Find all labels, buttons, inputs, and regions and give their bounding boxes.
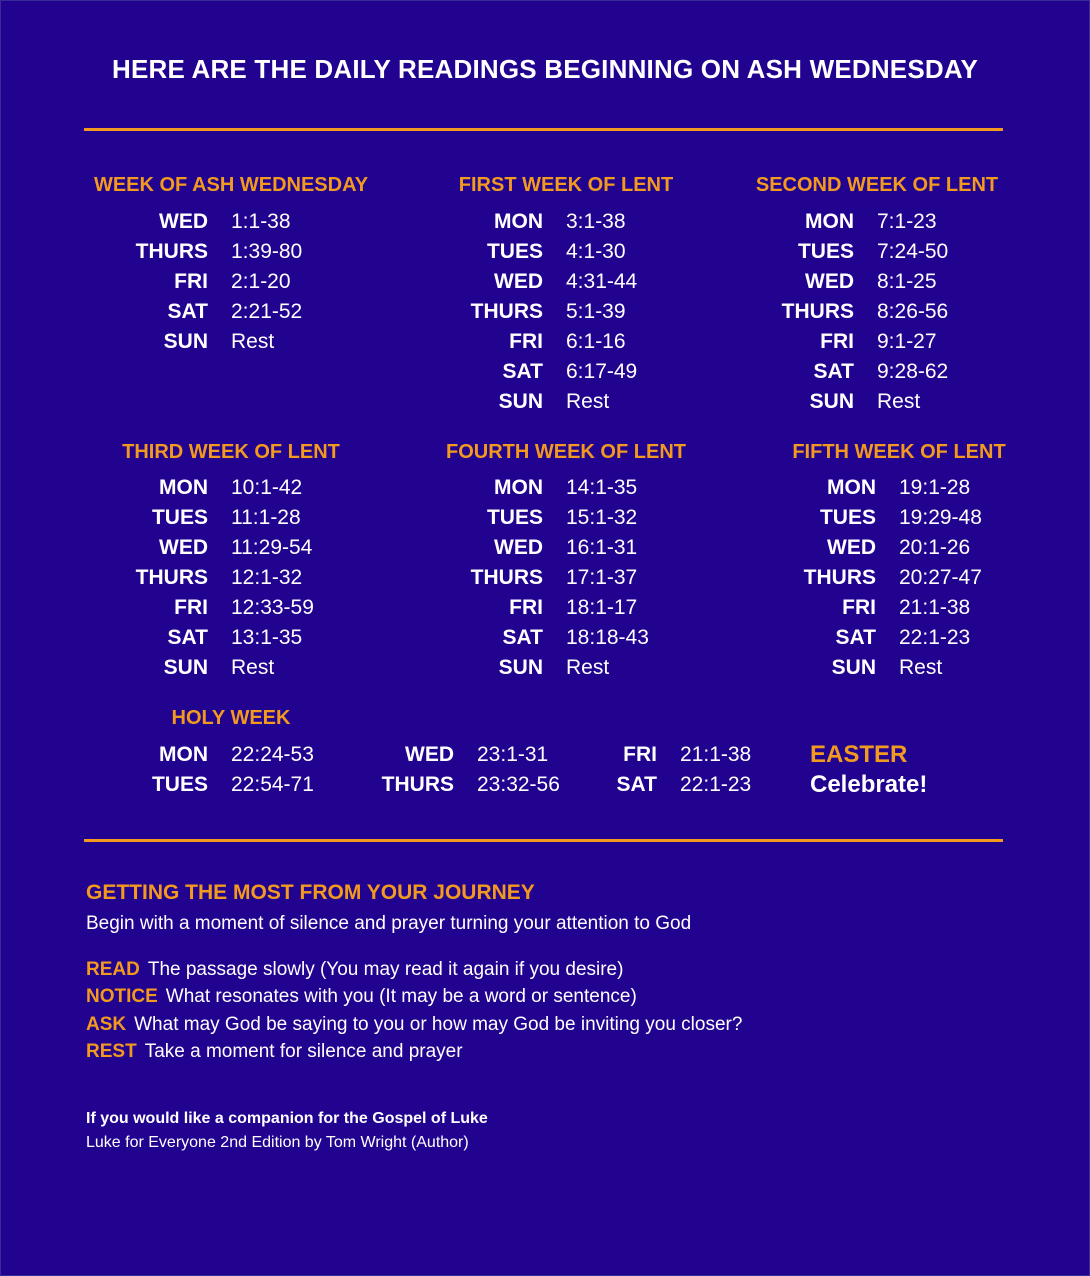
reading-reference: 5:1-39 xyxy=(566,300,626,323)
reading-day: THURS xyxy=(135,240,208,263)
page-title: HERE ARE THE DAILY READINGS BEGINNING ON ASH WEDNESDAY xyxy=(111,54,979,84)
companion-title: If you would like a companion for the Gospel of Luke xyxy=(86,1110,488,1127)
reading-reference: 20:27-47 xyxy=(899,566,982,589)
week-title: FIRST WEEK OF LENT xyxy=(458,174,674,196)
reading-reference: 1:1-38 xyxy=(231,210,291,233)
reading-day: SUN xyxy=(163,656,208,679)
reading-day: MON xyxy=(827,476,876,499)
reading-reference: 16:1-31 xyxy=(566,536,638,559)
easter-title: EASTER xyxy=(810,741,908,768)
reading-reference: Rest xyxy=(231,656,275,679)
reading-reference: 19:29-48 xyxy=(899,506,982,529)
reading-reference: 18:18-43 xyxy=(566,626,649,649)
reading-reference: 6:1-16 xyxy=(566,330,626,353)
step-text: The passage slowly (You may read it again if you desire) xyxy=(147,959,624,980)
step-rest xyxy=(86,1041,463,1063)
reading-reference: 15:1-32 xyxy=(566,506,638,529)
step-keyword: ASK xyxy=(86,1014,127,1035)
reading-day: TUES xyxy=(151,506,208,529)
journey-intro: Begin with a moment of silence and prayer turning your attention to God xyxy=(86,913,692,934)
reading-reference: 19:1-28 xyxy=(899,476,971,499)
holy-week-title: HOLY WEEK xyxy=(171,707,291,729)
reading-day: SAT xyxy=(835,626,876,649)
reading-day: TUES xyxy=(797,240,854,263)
reading-day: TUES xyxy=(486,506,543,529)
easter-subtitle: Celebrate! xyxy=(810,771,928,798)
reading-day: TUES xyxy=(151,773,208,796)
journey-title: GETTING THE MOST FROM YOUR JOURNEY xyxy=(86,881,535,904)
reading-reference: 21:1-38 xyxy=(680,743,752,766)
reading-day: FRI xyxy=(174,270,208,293)
reading-reference: 22:54-71 xyxy=(231,773,314,796)
reading-day: FRI xyxy=(174,596,208,619)
reading-day: WED xyxy=(405,743,454,766)
top-divider xyxy=(84,128,1003,131)
companion-text: Luke for Everyone 2nd Edition by Tom Wright (Author) xyxy=(86,1134,469,1151)
reading-reference: 13:1-35 xyxy=(231,626,303,649)
reading-reference: 21:1-38 xyxy=(899,596,971,619)
reading-reference: 9:1-27 xyxy=(877,330,937,353)
reading-day: TUES xyxy=(819,506,876,529)
reading-day: SUN xyxy=(809,390,854,413)
reading-day: MON xyxy=(159,476,208,499)
reading-day: WED xyxy=(827,536,876,559)
reading-reference: 7:24-50 xyxy=(877,240,949,263)
reading-day: FRI xyxy=(842,596,876,619)
reading-reference: 14:1-35 xyxy=(566,476,638,499)
reading-day: SAT xyxy=(167,626,208,649)
reading-reference: 17:1-37 xyxy=(566,566,638,589)
reading-day: FRI xyxy=(623,743,657,766)
week-title: WEEK OF ASH WEDNESDAY xyxy=(93,174,369,196)
week-title: SECOND WEEK OF LENT xyxy=(755,174,999,196)
reading-day: THURS xyxy=(803,566,876,589)
reading-reference: 12:1-32 xyxy=(231,566,303,589)
reading-row xyxy=(0,653,943,683)
reading-day: SAT xyxy=(813,360,854,383)
bottom-divider xyxy=(84,839,1003,842)
reading-day: SUN xyxy=(163,330,208,353)
reading-reference: 23:1-31 xyxy=(477,743,549,766)
reading-reference: 3:1-38 xyxy=(566,210,626,233)
step-text: Take a moment for silence and prayer xyxy=(144,1041,463,1062)
reading-reference: Rest xyxy=(566,390,610,413)
reading-reference: 11:29-54 xyxy=(231,536,313,559)
step-keyword: REST xyxy=(86,1041,137,1062)
week-title: FOURTH WEEK OF LENT xyxy=(446,441,686,463)
reading-day: THURS xyxy=(381,773,454,796)
reading-day: WED xyxy=(159,210,208,233)
reading-day: TUES xyxy=(486,240,543,263)
reading-day: MON xyxy=(494,210,543,233)
step-text: What resonates with you (It may be a word or sentence) xyxy=(165,986,637,1007)
step-notice xyxy=(86,986,637,1008)
reading-day: WED xyxy=(159,536,208,559)
reading-day: MON xyxy=(805,210,854,233)
reading-day: SAT xyxy=(502,360,543,383)
reading-day: SUN xyxy=(831,656,876,679)
reading-day: THURS xyxy=(470,300,543,323)
reading-day: FRI xyxy=(820,330,854,353)
reading-reference: 18:1-17 xyxy=(566,596,638,619)
reading-day: SAT xyxy=(616,773,657,796)
reading-reference: 8:26-56 xyxy=(877,300,949,323)
reading-day: WED xyxy=(494,270,543,293)
reading-reference: 11:1-28 xyxy=(231,506,301,529)
reading-reference: 2:21-52 xyxy=(231,300,303,323)
step-keyword: READ xyxy=(86,959,140,980)
reading-row xyxy=(0,387,921,417)
step-text: What may God be saying to you or how may God be inviting you closer? xyxy=(134,1014,743,1035)
reading-day: MON xyxy=(494,476,543,499)
reading-day: FRI xyxy=(509,596,543,619)
reading-reference: Rest xyxy=(899,656,943,679)
reading-reference: 9:28-62 xyxy=(877,360,949,383)
reading-day: THURS xyxy=(470,566,543,589)
reading-reference: 20:1-26 xyxy=(899,536,971,559)
reading-day: THURS xyxy=(781,300,854,323)
reading-day: WED xyxy=(494,536,543,559)
reading-day: WED xyxy=(805,270,854,293)
reading-day: SUN xyxy=(498,656,543,679)
reading-reference: 1:39-80 xyxy=(231,240,303,263)
reading-reference: 23:32-56 xyxy=(477,773,560,796)
reading-reference: 7:1-23 xyxy=(877,210,937,233)
week-title: FIFTH WEEK OF LENT xyxy=(792,441,1006,463)
reading-reference: 12:33-59 xyxy=(231,596,314,619)
reading-reference: Rest xyxy=(877,390,921,413)
reading-reference: 8:1-25 xyxy=(877,270,937,293)
reading-reference: 10:1-42 xyxy=(231,476,303,499)
step-keyword: NOTICE xyxy=(86,986,158,1007)
reading-day: MON xyxy=(159,743,208,766)
reading-reference: 22:1-23 xyxy=(680,773,752,796)
reading-day: SAT xyxy=(167,300,208,323)
step-ask xyxy=(86,1014,742,1036)
reading-reference: 4:1-30 xyxy=(566,240,626,263)
reading-day: FRI xyxy=(509,330,543,353)
reading-day: SAT xyxy=(502,626,543,649)
reading-day: THURS xyxy=(135,566,208,589)
reading-reference: 22:1-23 xyxy=(899,626,971,649)
reading-reference: Rest xyxy=(566,656,610,679)
reading-day: SUN xyxy=(498,390,543,413)
step-read xyxy=(86,959,623,981)
week-title: THIRD WEEK OF LENT xyxy=(122,441,340,463)
reading-reference: 22:24-53 xyxy=(231,743,314,766)
reading-reference: 6:17-49 xyxy=(566,360,638,383)
reading-reference: Rest xyxy=(231,330,275,353)
reading-reference: 4:31-44 xyxy=(566,270,638,293)
reading-reference: 2:1-20 xyxy=(231,270,291,293)
